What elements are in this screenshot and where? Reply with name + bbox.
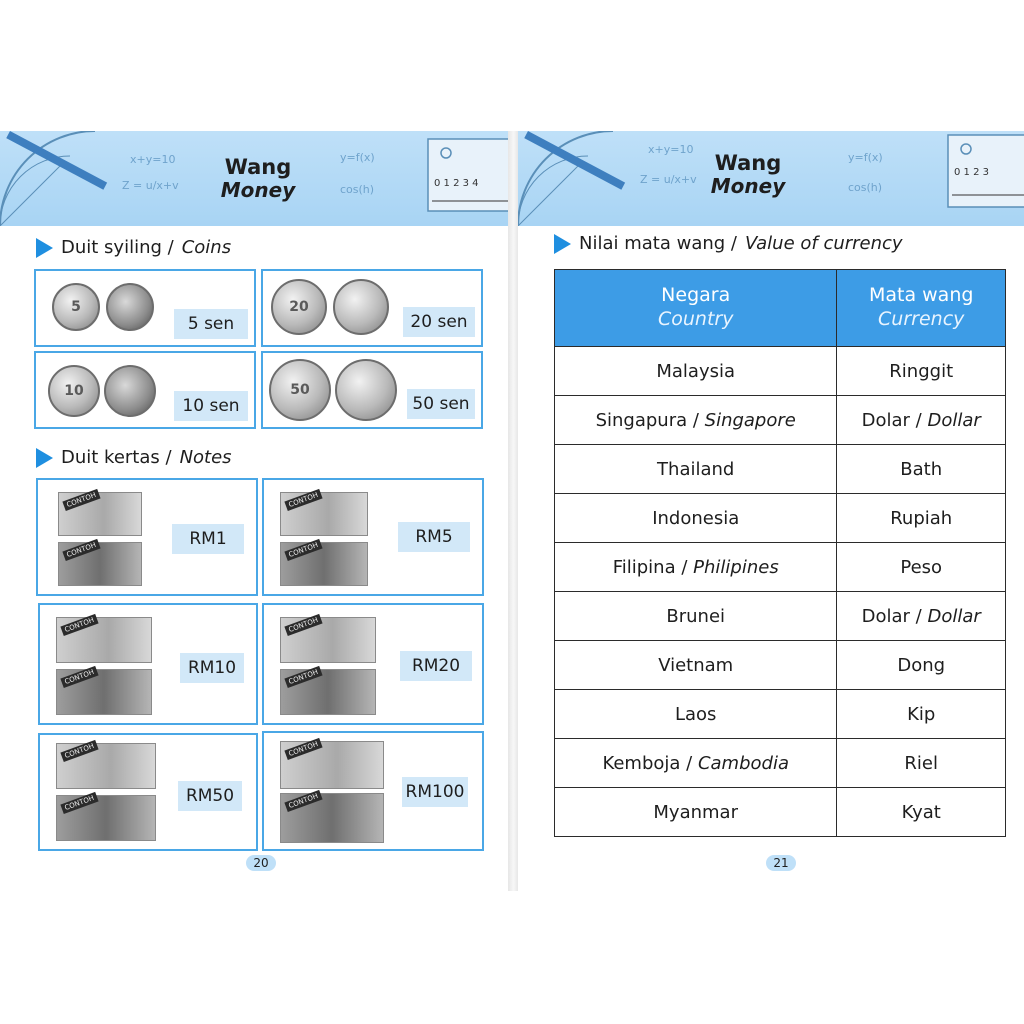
table-row — [555, 641, 1006, 690]
banknote-front-icon: CONTOH — [56, 617, 152, 663]
currency-cell: Kyat — [837, 788, 1006, 837]
banknote-back-icon: CONTOH — [280, 669, 376, 715]
left-page — [0, 131, 512, 891]
currency-cell: Bath — [837, 445, 1006, 494]
country-cell: Malaysia — [555, 347, 837, 396]
country-cell: Laos — [555, 690, 837, 739]
svg-text:0 1 2 3: 0 1 2 3 — [954, 167, 989, 178]
note-label: RM50 — [178, 781, 242, 811]
svg-text:Z = u/x+v: Z = u/x+v — [640, 173, 697, 186]
svg-text:0 1 2 3 4: 0 1 2 3 4 — [434, 178, 479, 189]
notes-heading-en: Notes — [179, 447, 232, 468]
play-triangle-icon — [554, 234, 571, 254]
coin-10-back-icon — [104, 365, 156, 417]
table-row — [555, 543, 1006, 592]
svg-text:x+y=10: x+y=10 — [130, 153, 176, 166]
banknote-back-icon: CONTOH — [280, 542, 368, 586]
currency-cell: Dong — [837, 641, 1006, 690]
left-banner-title — [198, 155, 318, 202]
note-card-rm50 — [38, 733, 258, 851]
currency-cell: Riel — [837, 739, 1006, 788]
table-row — [555, 494, 1006, 543]
coins-heading — [36, 237, 231, 258]
currency-heading — [554, 233, 903, 254]
coin-5-back-icon — [106, 283, 154, 331]
currency-cell: Rupiah — [837, 494, 1006, 543]
svg-text:y=f(x): y=f(x) — [848, 151, 883, 164]
svg-text:cos(h): cos(h) — [848, 181, 883, 194]
table-row — [555, 445, 1006, 494]
coin-5-front-icon: 5 — [52, 283, 100, 331]
country-cell: Singapura / Singapore — [555, 396, 837, 445]
coin-card-20sen — [261, 269, 483, 347]
notes-heading-text: Duit kertas / — [61, 447, 172, 468]
coin-label: 5 sen — [174, 309, 248, 339]
table-row — [555, 788, 1006, 837]
currency-cell: Dolar / Dollar — [837, 592, 1006, 641]
banknote-front-icon: CONTOH — [58, 492, 142, 536]
header-country: Negara Country — [555, 270, 837, 347]
currency-heading-text: Nilai mata wang / — [579, 233, 737, 254]
coin-50-back-icon — [335, 359, 397, 421]
page-number: 20 — [246, 855, 276, 871]
coin-20-back-icon — [333, 279, 389, 335]
table-row — [555, 396, 1006, 445]
coin-label: 20 sen — [403, 307, 475, 337]
svg-text:x+y=10: x+y=10 — [648, 143, 694, 156]
country-cell: Myanmar — [555, 788, 837, 837]
coin-card-10sen — [34, 351, 256, 429]
right-banner-title — [688, 151, 808, 198]
table-row — [555, 592, 1006, 641]
header-currency: Mata wang Currency — [837, 270, 1006, 347]
currency-cell: Ringgit — [837, 347, 1006, 396]
page-number: 21 — [766, 855, 796, 871]
coin-card-5sen — [34, 269, 256, 347]
note-label: RM100 — [402, 777, 468, 807]
banner-title-sub: Money — [710, 174, 786, 199]
left-banner — [0, 131, 512, 226]
country-cell: Filipina / Philipines — [555, 543, 837, 592]
banknote-back-icon: CONTOH — [56, 795, 156, 841]
currency-heading-en: Value of currency — [744, 233, 903, 254]
table-header-row — [555, 270, 1006, 347]
banknote-back-icon: CONTOH — [56, 669, 152, 715]
svg-text:cos(h): cos(h) — [340, 183, 375, 196]
note-card-rm5 — [262, 478, 484, 596]
country-cell: Thailand — [555, 445, 837, 494]
table-row — [555, 690, 1006, 739]
coins-heading-text: Duit syiling / — [61, 237, 174, 258]
coin-10-front-icon: 10 — [48, 365, 100, 417]
banner-title-main: Wang — [714, 151, 782, 175]
coins-heading-en: Coins — [181, 237, 232, 258]
coin-20-front-icon: 20 — [271, 279, 327, 335]
country-cell: Indonesia — [555, 494, 837, 543]
open-book — [0, 131, 1024, 891]
right-page — [518, 131, 1024, 891]
country-cell: Kemboja / Cambodia — [555, 739, 837, 788]
banknote-front-icon: CONTOH — [280, 492, 368, 536]
banknote-front-icon: CONTOH — [280, 741, 384, 789]
note-label: RM10 — [180, 653, 244, 683]
banner-title-main: Wang — [224, 155, 292, 179]
note-label: RM5 — [398, 522, 470, 552]
note-card-rm20 — [262, 603, 484, 725]
coin-label: 50 sen — [407, 389, 475, 419]
country-cell: Vietnam — [555, 641, 837, 690]
table-row — [555, 347, 1006, 396]
notes-heading — [36, 447, 232, 468]
table-row — [555, 739, 1006, 788]
play-triangle-icon — [36, 448, 53, 468]
right-banner — [518, 131, 1024, 226]
banner-title-sub: Money — [220, 178, 296, 203]
note-card-rm100 — [262, 731, 484, 851]
currency-cell: Kip — [837, 690, 1006, 739]
banknote-front-icon: CONTOH — [280, 617, 376, 663]
coin-label: 10 sen — [174, 391, 248, 421]
play-triangle-icon — [36, 238, 53, 258]
note-card-rm1 — [36, 478, 258, 596]
banknote-back-icon: CONTOH — [58, 542, 142, 586]
banknote-back-icon: CONTOH — [280, 793, 384, 843]
country-cell: Brunei — [555, 592, 837, 641]
svg-text:y=f(x): y=f(x) — [340, 151, 375, 164]
currency-cell: Dolar / Dollar — [837, 396, 1006, 445]
note-card-rm10 — [38, 603, 258, 725]
coin-card-50sen — [261, 351, 483, 429]
currency-cell: Peso — [837, 543, 1006, 592]
svg-text:Z = u/x+v: Z = u/x+v — [122, 179, 179, 192]
note-label: RM1 — [172, 524, 244, 554]
note-label: RM20 — [400, 651, 472, 681]
currency-table — [554, 269, 1006, 837]
banknote-front-icon: CONTOH — [56, 743, 156, 789]
coin-50-front-icon: 50 — [269, 359, 331, 421]
